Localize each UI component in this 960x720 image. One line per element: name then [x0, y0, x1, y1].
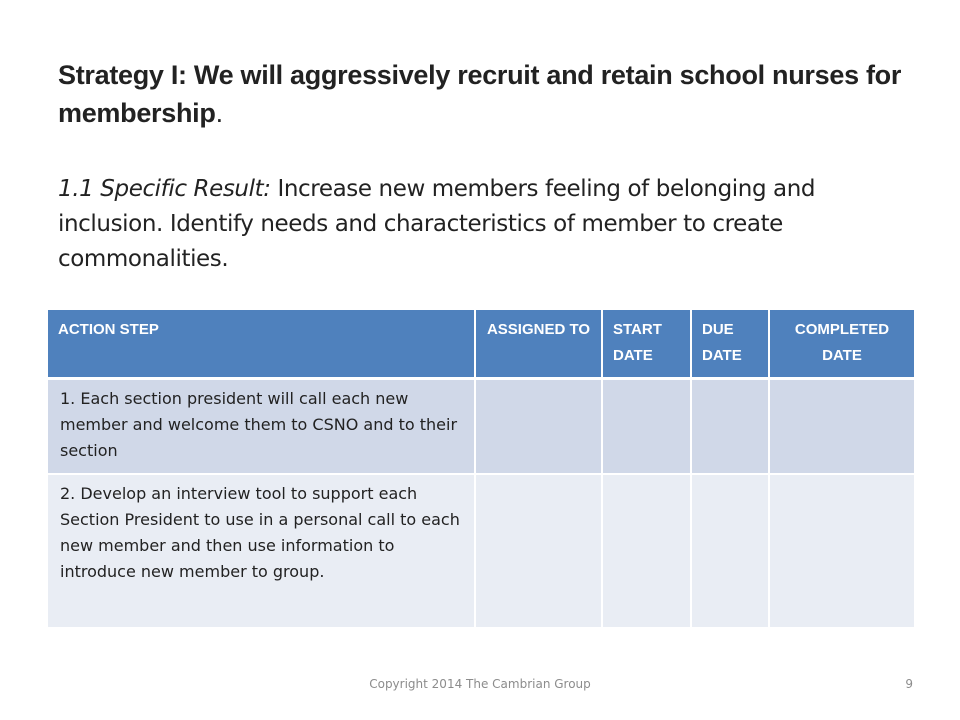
- header-assigned-to: ASSIGNED TO: [475, 310, 602, 378]
- action-plan-table: [48, 310, 914, 629]
- footer-copyright: Copyright 2014 The Cambrian Group: [369, 677, 591, 691]
- assigned-to-cell: [475, 474, 602, 628]
- completed-date-cell: [769, 378, 914, 474]
- assigned-to-cell: [475, 378, 602, 474]
- slide-title-period: .: [215, 98, 223, 128]
- header-action-step: ACTION STEP: [48, 310, 475, 378]
- header-due-date: DUE DATE: [691, 310, 769, 378]
- slide-title: [58, 56, 918, 132]
- header-start-date: START DATE: [602, 310, 691, 378]
- action-step-cell: 1. Each section president will call each new member and welcome them to CSNO and to their section: [48, 378, 475, 474]
- action-step-cell: 2. Develop an interview tool to support each Section President to use in a personal call to each new member and then use information to introduce new member to group.: [48, 474, 475, 628]
- header-completed-date: COMPLETED DATE: [769, 310, 914, 378]
- start-date-cell: [602, 474, 691, 628]
- completed-date-cell: [769, 474, 914, 628]
- specific-result: [58, 172, 918, 277]
- table-row: [48, 474, 914, 628]
- start-date-cell: [602, 378, 691, 474]
- due-date-cell: [691, 474, 769, 628]
- page-number: 9: [905, 677, 913, 691]
- specific-result-text: Increase new members feeling of belonging and inclusion. Identify needs and characteristics of member to create commonalities.: [58, 176, 816, 272]
- table-row: [48, 378, 914, 474]
- slide-title-text: Strategy I: We will aggressively recruit and retain school nurses for membership: [58, 60, 902, 128]
- due-date-cell: [691, 378, 769, 474]
- specific-result-label: 1.1 Specific Result:: [58, 176, 271, 202]
- table-header-row: [48, 310, 914, 378]
